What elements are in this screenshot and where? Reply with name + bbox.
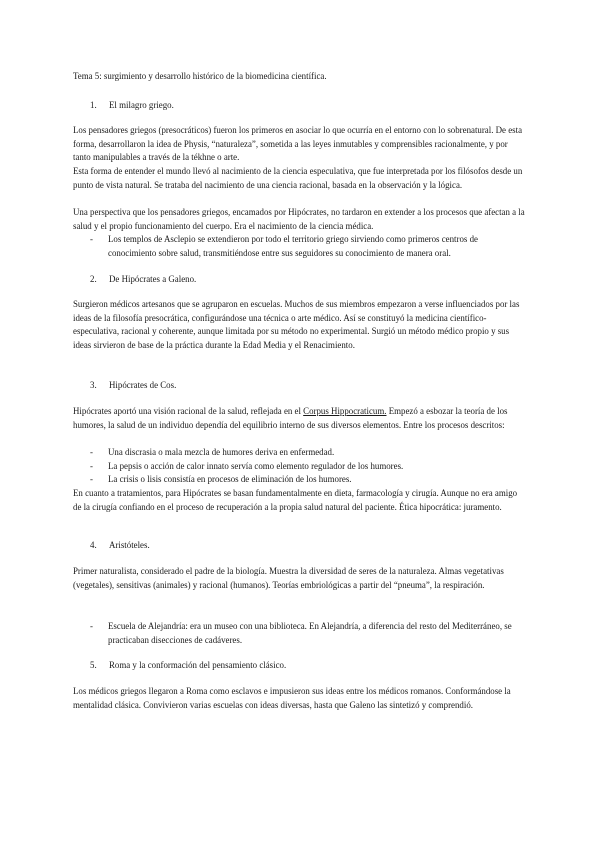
section-heading-4: [90, 540, 150, 550]
paragraph-text: Hipócrates aportó una visión racional de la salud, reflejada en el: [73, 406, 304, 416]
bullet-text: La crisis o lisis consistía en procesos de eliminación de los humores.: [108, 474, 352, 484]
bullet-item: [90, 620, 525, 647]
section-heading-5: [90, 660, 286, 670]
bullet-dash: -: [90, 447, 93, 457]
bullet-item: [90, 473, 525, 487]
bullet-dash: -: [90, 461, 93, 471]
bullet-dash: -: [90, 234, 93, 244]
bullet-text: La pepsis o acción de calor innato servía como elemento regulador de los humores.: [108, 461, 404, 471]
bullet-dash: -: [90, 621, 93, 631]
corpus-reference: Corpus Hippocraticum.: [303, 406, 387, 416]
paragraph: Surgieron médicos artesanos que se agruparon en escuelas. Muchos de sus miembros empezaron a verse influenciados por las ideas de la filosofía presocrática, configurándose una técnica o arte médico. Así se constituyó la medicina científico-especulativa, racional y coherente, aunque limitada por su método no experimental. Surgió un método médico propio y sus ideas sirvieron de base de la práctica durante la Edad Media y el Renacimiento.: [73, 299, 520, 351]
section-title: Roma y la conformación del pensamiento clásico.: [109, 660, 287, 670]
paragraph: Esta forma de entender el mundo llevó al nacimiento de la ciencia especulativa, que fue interpretada por los filósofos desde un punto de vista natural. Se trataba del nacimiento de una ciencia racional, basada en la observación y la lógica.: [73, 166, 523, 190]
section-number: 2.: [90, 274, 97, 284]
bullet-dash: -: [90, 474, 93, 484]
section-title: El milagro griego.: [109, 100, 174, 110]
section-title: Hipócrates de Cos.: [109, 380, 177, 390]
paragraph: Los médicos griegos llegaron a Roma como esclavos e impusieron sus ideas entre los médicos romanos. Conformándose la mentalidad clásica. Convivieron varias escuelas con ideas diversas, hasta que Galeno las sintetizó y comprendió.: [73, 686, 511, 710]
section-title: De Hipócrates a Galeno.: [109, 274, 197, 284]
section-title: Aristóteles.: [109, 540, 150, 550]
document-title: Tema 5: surgimiento y desarrollo histórico de la biomedicina científica.: [73, 71, 327, 81]
paragraph: Los pensadores griegos (presocráticos) fueron los primeros en asociar lo que ocurría en el entorno con lo sobrenatural. De esta forma, desarrollaron la idea de Physis, “naturaleza”, sometida a las leyes inmutables y comprensibles racionalmente, y por tanto manipulables a través de la tékhne o arte.: [73, 125, 523, 163]
section-number: 5.: [90, 660, 97, 670]
bullet-item: [90, 446, 525, 460]
bullet-text: Escuela de Alejandría: era un museo con una biblioteca. En Alejandría, a diferencia del resto del Mediterráneo, se practicaban disecciones de cadáveres.: [108, 621, 512, 645]
paragraph: [73, 405, 525, 432]
bullet-item: [90, 233, 525, 260]
bullet-text: Una discrasia o mala mezcla de humores deriva en enfermedad.: [108, 447, 335, 457]
bullet-text: Los templos de Asclepio se extendieron por todo el territorio griego sirviendo como primeros centros de conocimiento sobre salud, transmitiéndose entre sus seguidores su conocimiento de manera oral.: [108, 234, 478, 258]
bullet-item: [90, 460, 525, 474]
section-heading-1: [90, 100, 174, 110]
section-number: 4.: [90, 540, 97, 550]
section-heading-3: [90, 380, 176, 390]
section-number: 3.: [90, 380, 97, 390]
section-heading-2: [90, 274, 196, 284]
paragraph: Primer naturalista, considerado el padre de la biología. Muestra la diversidad de seres de la naturaleza. Almas vegetativas (vegetales), sensitivas (animales) y racional (humanos). Teorías embriológicas a partir del “pneuma”, la respiración.: [73, 566, 504, 590]
paragraph: En cuanto a tratamientos, para Hipócrates se basan fundamentalmente en dieta, farmacología y cirugía. Aunque no era amigo de la cirugía confiando en el proceso de recuperación a la propia salud natural del paciente. Ética hipocrática: juramento.: [73, 488, 518, 512]
section-number: 1.: [90, 100, 97, 110]
paragraph: Una perspectiva que los pensadores griegos, encamados por Hipócrates, no tardaron en extender a los procesos que afectan a la salud y el propio funcionamiento del cuerpo. Era el nacimiento de la ciencia médica.: [73, 207, 525, 231]
paragraph-text: Empezó a esbozar la teoría de los humores, la salud de un individuo dependía del equilibrio interno de sus diversos elementos. Entre los procesos descritos:: [73, 406, 508, 430]
